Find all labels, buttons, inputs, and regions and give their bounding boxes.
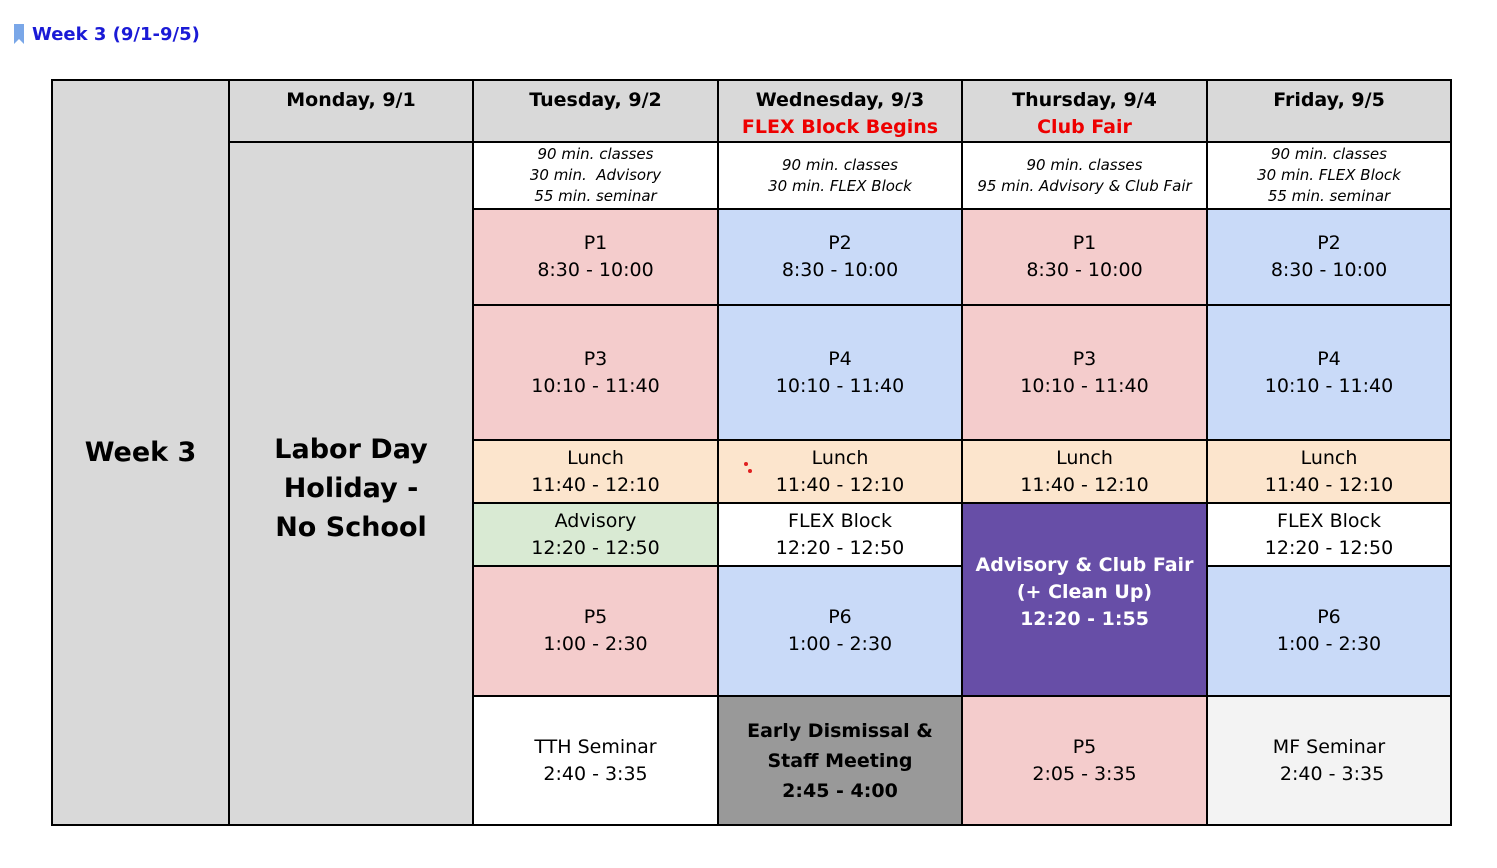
section-heading[interactable] [14, 22, 200, 46]
slot-title: P6 [1317, 606, 1341, 628]
slot-title: P5 [1072, 735, 1097, 758]
info-line: 90 min. classes [1271, 145, 1387, 163]
slot-wed-early-dismissal [718, 696, 962, 825]
info-line: 55 min. seminar [534, 187, 657, 205]
slot-time: 12:20 - 1:55 [1020, 608, 1149, 630]
slot-subtitle: Staff Meeting [767, 749, 913, 772]
slot-title: P5 [583, 606, 608, 628]
slot-time: 11:40 - 12:10 [1020, 473, 1149, 496]
info-line: 90 min. classes [537, 145, 654, 163]
slot-time: 12:20 - 12:50 [1264, 536, 1394, 559]
slot-time: 2:05 - 3:35 [1032, 762, 1137, 785]
slot-time: 10:10 - 11:40 [775, 374, 905, 397]
slot-time: 8:30 - 10:00 [1026, 259, 1143, 281]
slot-title: FLEX Block [788, 509, 892, 532]
slot-title: P3 [1072, 347, 1097, 370]
slot-title: P4 [1317, 347, 1341, 370]
holiday-line: Holiday - [283, 473, 419, 504]
slot-time: 10:10 - 11:40 [1020, 374, 1149, 397]
slot-title: P4 [828, 347, 852, 370]
slot-title: Lunch [567, 446, 624, 469]
slot-title: P6 [828, 606, 852, 628]
day-name: Monday, 9/1 [286, 89, 416, 111]
info-line: 95 min. Advisory & Club Fair [977, 176, 1192, 195]
slot-title: P2 [1317, 232, 1341, 254]
info-row [52, 142, 1451, 209]
slot-thu-p1 [962, 209, 1207, 305]
slot-title: FLEX Block [1277, 509, 1381, 532]
slot-time: 2:40 - 3:35 [543, 762, 648, 785]
slot-tue-advisory [473, 503, 718, 566]
slot-title: P1 [1072, 232, 1097, 254]
info-line: 30 min. FLEX Block [1257, 166, 1401, 184]
slot-fri-p4 [1207, 305, 1451, 440]
day-note: FLEX Block Begins [741, 116, 939, 138]
slot-title: P2 [828, 232, 852, 254]
slot-title: MF Seminar [1272, 735, 1386, 758]
slot-title: P3 [583, 347, 608, 370]
slot-fri-flex [1207, 503, 1451, 566]
monday-holiday [229, 142, 473, 825]
info-line: 30 min. FLEX Block [768, 176, 912, 195]
slot-title: Early Dismissal & [747, 719, 933, 742]
day-name: Friday, 9/5 [1273, 89, 1385, 111]
day-header-wednesday [718, 80, 962, 142]
slot-time: 1:00 - 2:30 [787, 633, 893, 655]
info-wednesday [718, 142, 962, 209]
slot-fri-seminar [1207, 696, 1451, 825]
slot-time: 2:45 - 4:00 [782, 779, 898, 802]
heading-text[interactable]: Week 3 (9/1-9/5) [32, 23, 200, 45]
slot-title: Advisory [554, 509, 637, 532]
slot-thu-club-fair [962, 503, 1207, 696]
slot-time: 2:40 - 3:35 [1273, 762, 1385, 785]
slot-thu-p5 [962, 696, 1207, 825]
slot-title: TTH Seminar [534, 735, 657, 758]
day-note: Club Fair [1037, 116, 1132, 138]
slot-wed-lunch [718, 440, 962, 503]
info-tuesday [473, 142, 718, 209]
slot-time: 8:30 - 10:00 [537, 259, 654, 281]
header-row [52, 80, 1451, 142]
comment-marker [744, 462, 748, 466]
slot-thu-p3 [962, 305, 1207, 440]
slot-title: Lunch [811, 446, 869, 469]
day-header-monday [229, 80, 473, 142]
comment-marker [748, 469, 752, 473]
info-line: 55 min. seminar [1267, 187, 1391, 205]
slot-time: 11:40 - 12:10 [531, 473, 660, 496]
day-header-tuesday [473, 80, 718, 142]
slot-time: 8:30 - 10:00 [1270, 259, 1388, 281]
slot-time: 12:20 - 12:50 [775, 536, 905, 559]
info-line: 90 min. classes [1026, 155, 1143, 174]
slot-fri-p2 [1207, 209, 1451, 305]
slot-wed-flex [718, 503, 962, 566]
day-name: Tuesday, 9/2 [529, 89, 662, 111]
slot-time: 10:10 - 11:40 [531, 374, 660, 397]
slot-tue-p1 [473, 209, 718, 305]
schedule-table [51, 79, 1452, 826]
slot-time: 11:40 - 12:10 [775, 473, 905, 496]
holiday-line: No School [275, 512, 427, 543]
holiday-line: Labor Day [274, 434, 428, 465]
slot-tue-lunch [473, 440, 718, 503]
spacer [963, 633, 1206, 647]
slot-time: 10:10 - 11:40 [1264, 374, 1394, 397]
day-header-friday [1207, 80, 1451, 142]
slot-time: 1:00 - 2:30 [543, 633, 648, 655]
week-label: Week 3 [52, 80, 229, 825]
day-name: Wednesday, 9/3 [755, 89, 925, 111]
slot-fri-p6 [1207, 566, 1451, 696]
slot-fri-lunch [1207, 440, 1451, 503]
slot-time: 8:30 - 10:00 [781, 259, 899, 281]
info-friday [1207, 142, 1451, 209]
slot-subtitle: (+ Clean Up) [1016, 581, 1153, 603]
info-thursday [962, 142, 1207, 209]
slot-wed-p4 [718, 305, 962, 440]
bookmark-icon [14, 24, 24, 44]
slot-tue-seminar [473, 696, 718, 825]
slot-time: 12:20 - 12:50 [531, 536, 660, 559]
slot-tue-p3 [473, 305, 718, 440]
slot-title: Lunch [1300, 446, 1358, 469]
slot-title: P1 [583, 232, 608, 254]
info-line: 30 min. Advisory [529, 166, 662, 184]
slot-time: 1:00 - 2:30 [1276, 633, 1382, 655]
slot-title: Advisory & Club Fair [975, 554, 1194, 576]
slot-thu-lunch [962, 440, 1207, 503]
slot-wed-p6 [718, 566, 962, 696]
info-line: 90 min. classes [782, 155, 898, 174]
slot-time: 11:40 - 12:10 [1264, 473, 1394, 496]
slot-wed-p2 [718, 209, 962, 305]
slot-title: Lunch [1056, 446, 1113, 469]
day-name: Thursday, 9/4 [1012, 89, 1157, 111]
slot-tue-p5 [473, 566, 718, 696]
day-header-thursday [962, 80, 1207, 142]
